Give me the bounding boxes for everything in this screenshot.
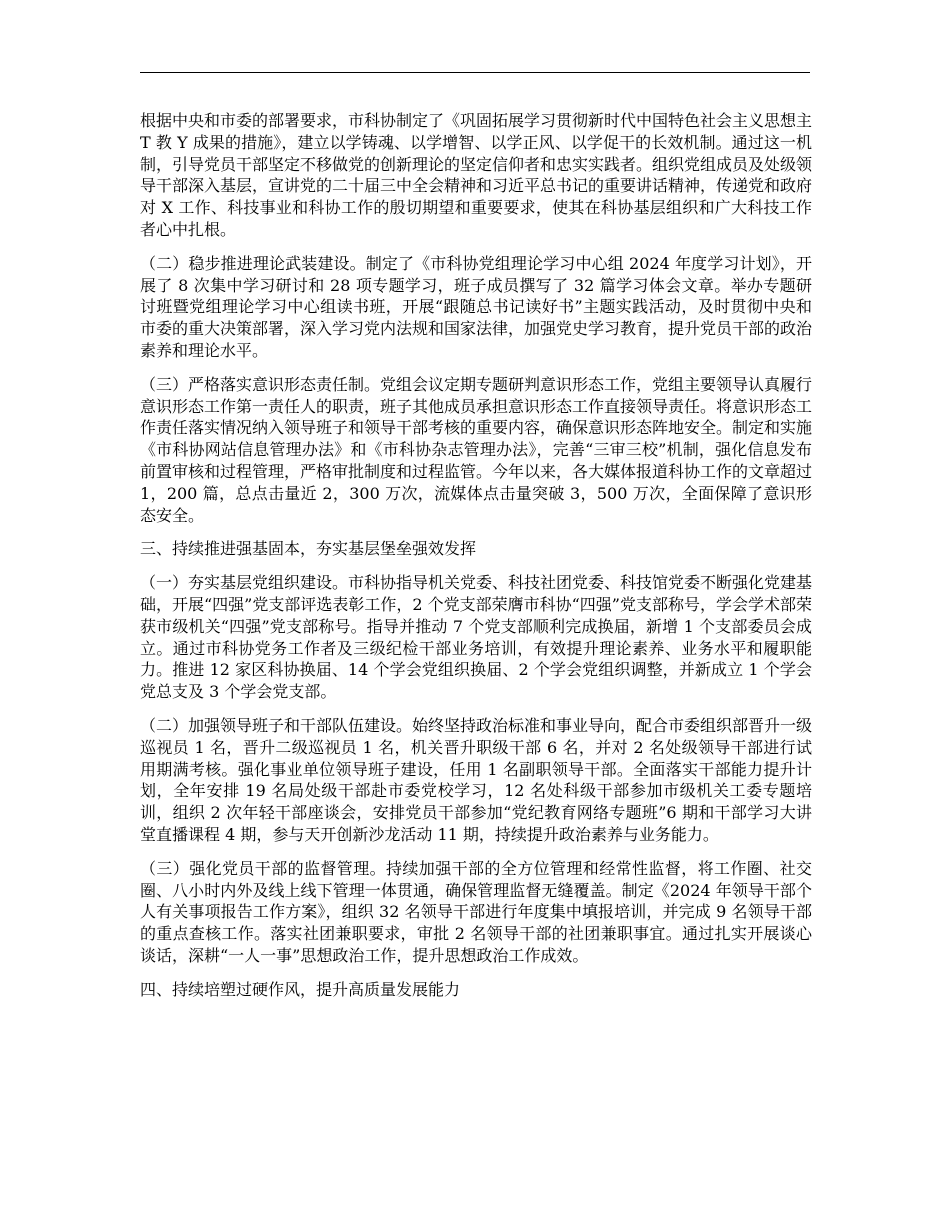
paragraph-grassroots-party: （一）夯实基层党组织建设。市科协指导机关党委、科技社团党委、科技馆党委不断强化党建基础，开展“四强”党支部评选表彰工作，2 个党支部荣膺市科协“四强”党支部称号，学会学术部荣获市级机关“四强”党支部称号。指导并推动 7 个党支部顺利完成换届，新增 1 个支部委员会成立。通过市科协党务工作者及三级纪检干部业务培训，有效提升理论素养、业务水平和履职能力。推进 12 家区科协换届、14 个学会党组织换届、2 个学会党组织调整，并新成立 1 个学会党总支及 3 个学会党支部。 bbox=[140, 573, 813, 702]
section-heading-three: 三、持续推进强基固本，夯实基层堡垒强效发挥 bbox=[140, 539, 477, 559]
document-body bbox=[140, 110, 812, 1012]
paragraph-theory-study: （二）稳步推进理论武装建设。制定了《市科协党组理论学习中心组 2024 年度学习计划》，开展了 8 次集中学习研讨和 28 项专题学习，班子成员撰写了 32 篇学习体会文章。举办专题研讨班暨党组理论学习中心组读书班，开展“跟随总书记读好书”主题实践活动，及时贯彻中央和市委的重大决策部署，深入学习党内法规和国家法律，加强党史学习教育，提升党员干部的政治素养和理论水平。 bbox=[140, 253, 813, 360]
paragraph-supervision: （三）强化党员干部的监督管理。持续加强干部的全方位管理和经常性监督，将工作圈、社交圈、八小时内外及线上线下管理一体贯通，确保管理监督无缝覆盖。制定《2024 年领导干部个人有关事项报告工作方案》，组织 32 名领导干部进行年度集中填报培训，并完成 9 名领导干部的重点查核工作。落实社团兼职要求，审批 2 名领导干部的社团兼职事宜。通过扎实开展谈心谈话，深耕“一人一事”思想政治工作，提升思想政治工作成效。 bbox=[140, 858, 812, 965]
section-heading-four: 四、持续培塑过硬作风，提升高质量发展能力 bbox=[140, 979, 461, 999]
paragraph-intro: 根据中央和市委的部署要求，市科协制定了《巩固拓展学习贯彻新时代中国特色社会主义思想主 T 教 Y 成果的措施》，建立以学铸魂、以学增智、以学正风、以学促干的长效机制。通过这一机制，引导党员干部坚定不移做党的创新理论的坚定信仰者和忠实实践者。组织党组成员及处级领导干部深入基层，宣讲党的二十届三中全会精神和习近平总书记的重要讲话精神，传递党和政府对 X 工作、科技事业和科协工作的殷切期望和重要要求，使其在科协基层组织和广大科技工作者心中扎根。 bbox=[140, 111, 813, 239]
header-rule bbox=[140, 72, 810, 73]
paragraph-ideology-responsibility: （三）严格落实意识形态责任制。党组会议定期专题研判意识形态工作，党组主要领导认真履行意识形态工作第一责任人的职责，班子其他成员承担意识形态工作直接领导责任。将意识形态工作责任落实情况纳入领导班子和领导干部考核的重要内容，确保意识形态阵地安全。制定和实施《市科协网站信息管理办法》和《市科协杂志管理办法》，完善“三审三校”机制，强化信息发布前置审核和过程管理，严格审批制度和过程监管。今年以来，各大媒体报道科协工作的文章超过 1，200 篇，总点击量近 2，300 万次，流媒体点击量突破 3，500 万次，全面保障了意识形态安全。 bbox=[140, 374, 813, 525]
paragraph-leadership-team: （二）加强领导班子和干部队伍建设。始终坚持政治标准和事业导向，配合市委组织部晋升一级巡视员 1 名，晋升二级巡视员 1 名，机关晋升职级干部 6 名，并对 2 名处级领导干部进行试用期满考核。强化事业单位领导班子建设，任用 1 名副职领导干部。全面落实干部能力提升计划，全年安排 19 名局处级干部赴市委党校学习，12 名处科级干部参加市级机关工委专题培训，组织 2 次年轻干部座谈会，安排党员干部参加“党纪教育网络专题班”6 期和干部学习大讲堂直播课程 4 期，参与天开创新沙龙活动 11 期，持续提升政治素养与业务能力。 bbox=[140, 715, 813, 844]
